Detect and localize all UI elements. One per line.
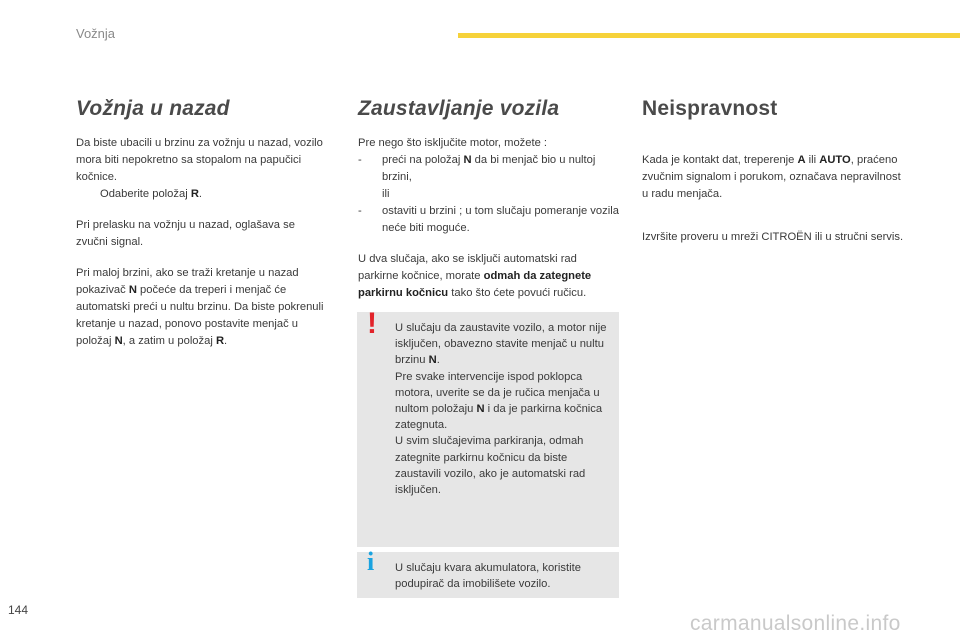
checklist-item: Odaberite položaj R. bbox=[100, 188, 203, 200]
list-or: ili bbox=[382, 188, 390, 200]
chapter-title: Vožnja bbox=[76, 26, 116, 41]
watermark: carmanualsonline.info bbox=[690, 612, 901, 635]
section-title-reverse: Vožnja u nazad bbox=[76, 97, 230, 120]
list-item-neutral: - preći na položaj N da bi menjač bio u nultoj brzini, bbox=[358, 154, 596, 183]
column-stopping bbox=[358, 96, 620, 316]
section-title-malfunction: Neispravnost bbox=[642, 97, 778, 120]
paragraph-reverse-signal: Pri prelasku na vožnju u nazad, oglašava se zvučni signal. bbox=[76, 219, 295, 248]
info-note bbox=[357, 547, 619, 598]
list-item-in-gear: - ostaviti u brzini ; u tom slučaju pomeranje vozila neće biti moguće. bbox=[358, 205, 619, 234]
info-icon: i bbox=[367, 547, 375, 576]
section-title-stopping: Zaustavljanje vozila bbox=[358, 97, 560, 120]
paragraph-malfunction-service: Izvršite proveru u mreži CITROËN ili u stručni servis. bbox=[642, 231, 904, 243]
warning-note-text: U slučaju da zaustavite vozilo, a motor nije isključen, obavezno stavite menjač u nultu brzinu N. Pre svake intervencije ispod poklopca motora, uverite se da je ručica menjača u nultom položaju N i da je parkirna kočnica zategnuta. U svim slučajevima parkiranja, odmah zategnite parkirnu kočnicu da biste zaustavili vozilo, ako je automatski rad isključen. bbox=[395, 322, 607, 497]
warning-exclamation-icon: ! bbox=[367, 307, 377, 340]
column-reverse-driving bbox=[76, 96, 326, 364]
paragraph-stopping-options: Pre nego što isključite motor, možete : - preći na položaj N da bi menjač bio u nultoj brzini, ili - ostaviti u brzini ; u tom slučaju pomeranje vozila neće biti moguće. bbox=[358, 135, 620, 237]
page-number: 144 bbox=[8, 603, 29, 617]
paragraph-reverse-low-speed: Pri maloj brzini, ako se traži kretanje u nazad pokazivač N počeće da treperi i menjač će automatski preći u nultu brzinu. Da biste pokrenuli kretanje u nazad, ponovo postavite menjač u položaj N, a zatim u položaj R. bbox=[76, 267, 324, 347]
warning-note bbox=[357, 307, 619, 547]
info-note-text: U slučaju kvara akumulatora, koristite podupirač da imobilišete vozilo. bbox=[395, 562, 581, 591]
paragraph-reverse-intro: Da biste ubacili u brzinu za vožnju u nazad, vozilo mora biti nepokretno sa stopalom na papučici kočnice. Odaberite položaj R. bbox=[76, 135, 326, 203]
paragraph-malfunction-warning: Kada je kontakt dat, treperenje A ili AUTO, praćeno zvučnim signalom i porukom, označava nepravilnost u radu menjača. bbox=[642, 154, 901, 200]
column-malfunction bbox=[642, 96, 904, 272]
paragraph-parking-brake: U dva slučaja, ako se isključi automatski rad parkirne kočnice, morate odmah da zategnete parkirnu kočnicu tako što ćete povući ručicu. bbox=[358, 253, 592, 299]
header-accent-bar bbox=[458, 33, 960, 38]
